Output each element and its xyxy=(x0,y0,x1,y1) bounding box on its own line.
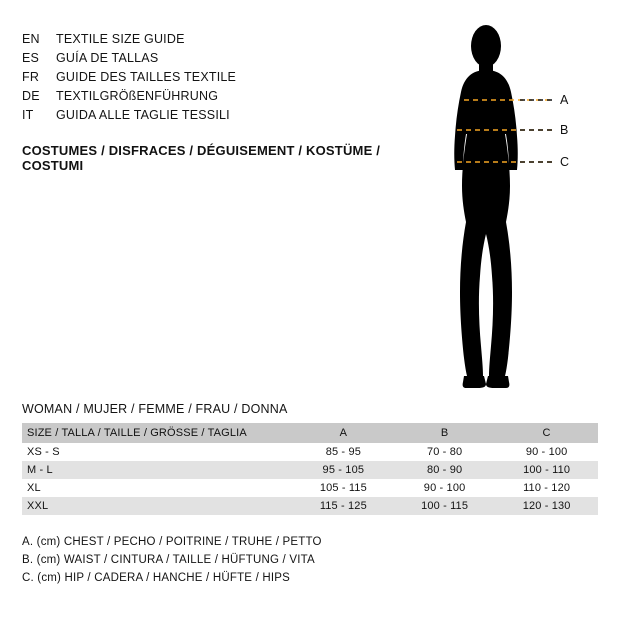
table-row xyxy=(22,461,598,479)
table-caption: WOMAN / MUJER / FEMME / FRAU / DONNA xyxy=(22,402,288,416)
language-row xyxy=(22,30,422,49)
table-header-b: B xyxy=(394,423,495,443)
language-title: GUIDE DES TAILLES TEXTILE xyxy=(56,70,237,84)
body-figure-diagram xyxy=(420,20,600,390)
language-row xyxy=(22,106,422,125)
table-header-size: SIZE / TALLA / TAILLE / GRÖSSE / TAGLIA xyxy=(22,423,293,443)
language-title: GUIDA ALLE TAGLIE TESSILI xyxy=(56,108,230,122)
female-silhouette-icon xyxy=(420,20,600,390)
language-row xyxy=(22,49,422,68)
measure-label-c: C xyxy=(560,155,570,169)
table-header-c: C xyxy=(495,423,598,443)
cell-c: 120 - 130 xyxy=(495,497,598,515)
cell-size: XS - S xyxy=(22,443,293,461)
cell-b: 90 - 100 xyxy=(394,479,495,497)
measure-label-b: B xyxy=(560,123,569,137)
language-title: GUÍA DE TALLAS xyxy=(56,51,159,65)
table-row xyxy=(22,479,598,497)
cell-c: 90 - 100 xyxy=(495,443,598,461)
language-title: TEXTILGRÖßENFÜHRUNG xyxy=(56,89,219,103)
footnote-a: A. (cm) CHEST / PECHO / POITRINE / TRUHE / PETTO xyxy=(22,536,322,548)
table-row xyxy=(22,497,598,515)
table-body xyxy=(22,443,598,515)
cell-a: 115 - 125 xyxy=(293,497,394,515)
table-header-row xyxy=(22,423,598,443)
size-table xyxy=(22,423,598,515)
language-code: ES xyxy=(22,51,40,65)
table-header xyxy=(22,423,598,443)
cell-b: 80 - 90 xyxy=(394,461,495,479)
language-code: EN xyxy=(22,32,40,46)
cell-a: 105 - 115 xyxy=(293,479,394,497)
language-code: FR xyxy=(22,70,40,84)
language-code: DE xyxy=(22,89,40,103)
language-row xyxy=(22,87,422,106)
table-header-a: A xyxy=(293,423,394,443)
language-code: IT xyxy=(22,108,34,122)
costumes-subtitle: COSTUMES / DISFRACES / DÉGUISEMENT / KOSTÜME / COSTUMI xyxy=(22,143,381,173)
cell-a: 95 - 105 xyxy=(293,461,394,479)
language-title-block xyxy=(22,30,422,173)
cell-b: 70 - 80 xyxy=(394,443,495,461)
footnote-b: B. (cm) WAIST / CINTURA / TAILLE / HÜFTUNG / VITA xyxy=(22,554,315,566)
size-table-block xyxy=(22,402,598,515)
measure-label-a: A xyxy=(560,93,569,107)
cell-size: M - L xyxy=(22,461,293,479)
cell-size: XL xyxy=(22,479,293,497)
cell-c: 100 - 110 xyxy=(495,461,598,479)
cell-b: 100 - 115 xyxy=(394,497,495,515)
cell-c: 110 - 120 xyxy=(495,479,598,497)
language-title: TEXTILE SIZE GUIDE xyxy=(56,32,185,46)
cell-a: 85 - 95 xyxy=(293,443,394,461)
language-row xyxy=(22,68,422,87)
measurement-legend xyxy=(22,533,472,587)
table-row xyxy=(22,443,598,461)
cell-size: XXL xyxy=(22,497,293,515)
footnote-c: C. (cm) HIP / CADERA / HANCHE / HÜFTE / HIPS xyxy=(22,572,291,584)
